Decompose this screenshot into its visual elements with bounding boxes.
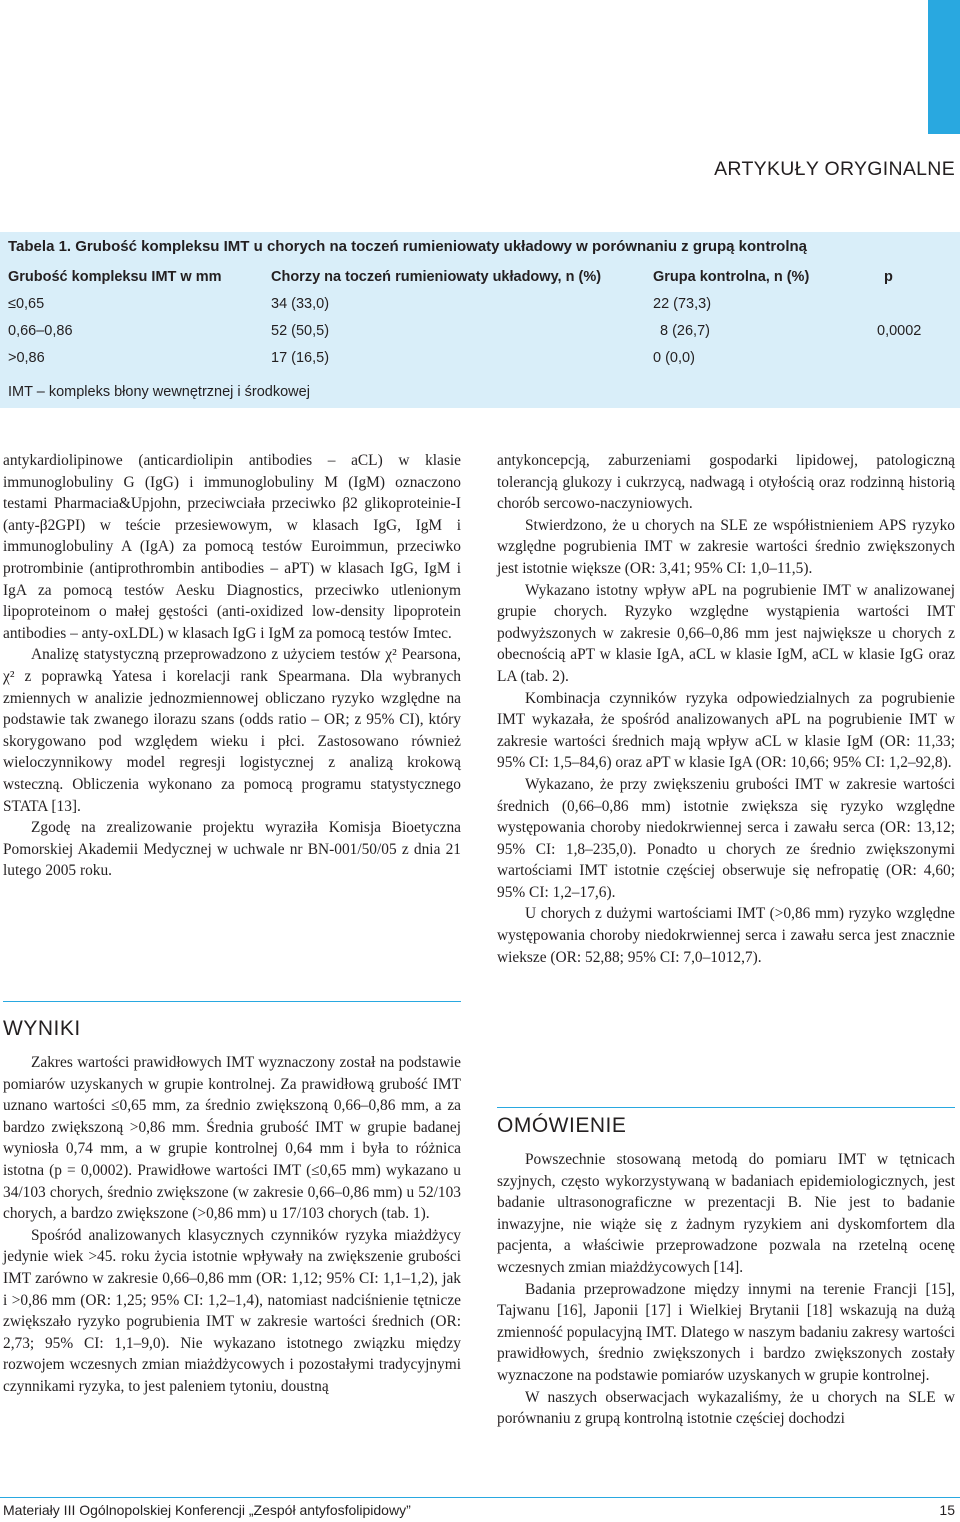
table-note: IMT – kompleks błony wewnętrznej i środkowej [8,384,310,400]
table-cell: ≤0,65 [8,296,45,312]
paragraph: antykoncepcją, zaburzeniami gospodarki lipidowej, patologiczną tolerancją glukozy i cukrzycą, nadwagą i otyłością oraz rodzinną historią chorób sercowo-naczyniowych. [497,452,955,513]
accent-bar [928,0,960,134]
table-row [0,296,960,318]
left-column-bottom [3,1052,461,1398]
paragraph: antykardiolipinowe (anticardiolipin antibodies – aCL) w klasie immunoglobuliny G (IgG) i immunoglobuliny M (IgM) oznaczono testami Pharmacia&Upjohn, przeciwciała przeciwko β2 glikoproteinie-I (anty-β2GPI) w teście przesiewowym, w klasach IgG, IgM i immunoglobuliny A (IgA) za pomocą testów Euroimmun, przeciwko protrombinie (antiprothrombin antibodies – aPT) w klasach IgG, IgM i IgA za pomocą testów Aesku Diagnostics, przeciwko utlenionym lipoproteinom o małej gęstości (anti-oxidized low-density lipoprotein antibodies – anty-oxLDL) w klasach IgG i IgM za pomocą testów Imtec. [3,452,461,642]
paragraph: Powszechnie stosowaną metodą do pomiaru IMT w tętnicach szyjnych, często wykorzystywaną w badaniach epidemiologicznych, jest badanie ultrasonograficzne w prezentacji B. Nie jest to badanie inwazyjne, nie wiąże się z żadnym ryzykiem ani dyskomfortem dla pacjenta, a właściwie przeprowadzone pozwala na rzetelną ocenę wczesnych zmian miażdżycowych [14]. [497,1151,955,1276]
table-header-cell: Grubość kompleksu IMT w mm [8,269,222,285]
table-header-cell: p [884,269,893,285]
paragraph: Zakres wartości prawidłowych IMT wyznaczony został na podstawie pomiarów uzyskanych w grupie kontrolnej. Za prawidłową grubość IMT uznano wartości ≤0,65 mm, za średnio zwiększoną 0,66–0,86 mm, a za bardzo zwiększoną >0,86 mm. Średnia grubość IMT w grupie badanej wyniosła 0,74 mm, a w grupie kontrolnej 0,64 mm i była to różnica istotna (p = 0,0002). Prawidłowe wartości IMT (≤0,65 mm) wykazano u 34/103 chorych, średnio zwiększone (w zakresie 0,66–0,86 mm) u 52/103 chorych, a bardzo zwiększone (>0,86 mm) u 17/103 chorych (tab. 1). [3,1054,461,1223]
paragraph: U chorych z dużymi wartościami IMT (>0,86 mm) ryzyko względne występowania choroby niedokrwiennej serca i zawału serca jest znacznie wieksze (OR: 52,88; 95% CI: 7,0–1012,7). [497,905,955,966]
footer-text: Materiały III Ogólnopolskiej Konferencji „Zespół antyfosfolipidowy” [3,1502,411,1518]
right-column-top [497,450,955,968]
paragraph: Zgodę na zrealizowanie projektu wyraziła Komisja Bioetyczna Pomorskiej Akademii Medycznej w uchwale nr BN-001/50/05 z dnia 21 lutego 2005 roku. [3,819,461,880]
table-cell: 22 (73,3) [653,296,712,312]
left-column-top [3,450,461,882]
paragraph: Spośród analizowanych klasycznych czynników ryzyka miażdżycy jedynie wiek >45. roku życia istotnie wpływały na zwiększenie grubości IMT zarówno w zakresie 0,66–0,86 mm (OR: 1,12; 95% CI: 1,1–1,2), jak i >0,86 mm (OR: 1,25; 95% CI: 1,2–1,4), natomiast nadciśnienie tętnicze zwiększało ryzyko pogrubienia IMT w zakresie wartości średnich (OR: 2,73; 95% CI: 1,1–9,0). Nie wykazano istotnego związku między rozwojem wczesnych zmian miażdżycowych i pozostałymi tradycyjnymi czynnikami ryzyka, to jest paleniem tytoniu, doustną [3,1226,461,1395]
table-row [0,323,960,345]
table-cell: 0 (0,0) [653,350,695,366]
paragraph: Kombinacja czynników ryzyka odpowiedzialnych za pogrubienie IMT wykazała, że spośród analizowanych aPL na pogrubienie IMT w zakresie wartości średnich mają wpływ aCL w klasie IgM (OR: 11,33; 95% CI: 1,5–84,6) oraz aPT w klasie IgA (OR: 10,66; 95% CI: 1,2–92,8). [497,689,955,772]
right-column-bottom [497,1149,955,1430]
paragraph: Stwierdzono, że u chorych na SLE ze współistnieniem APS ryzyko względne pogrubienia IMT w zakresie wartości średnio zwiększonych jest istotnie większe (OR: 3,41; 95% CI: 1,0–11,5). [497,516,955,577]
table-p-value: 0,0002 [877,323,922,339]
paragraph: Badania przeprowadzone między innymi na terenie Francji [15], Tajwanu [16], Japonii [17] i Wielkiej Brytanii [18] wskazują na dużą zmienność populacyjną IMT. Dlatego w naszym badaniu zakresy wartości prawidłowych, średnio zwiększonych i bardzo zwiększonych zostały wyznaczone na podstawie pomiarów uzyskanych w grupie kontrolnej. [497,1280,955,1384]
footer-rule [0,1497,960,1498]
table-row [0,350,960,372]
table-cell: 52 (50,5) [271,323,330,339]
section-title-omowienie: OMÓWIENIE [497,1114,627,1137]
paragraph: Analizę statystyczną przeprowadzono z użyciem testów χ² Pearsona, χ² z poprawką Yatesa i korelacji rank Spearmana. Dla wybranych zmiennych w analizie jednozmiennowej obliczano ryzyko względne na podstawie tak zwanego ilorazu szans (odds ratio – OR; z 95% CI), który skorygowano pod względem wieku i płci. Zastosowano również wieloczynnikowy model regresji logistycznej z analizą krokową wsteczną. Obliczenia wykonano za pomocą programu statystycznego STATA [13]. [3,646,461,815]
table-cell: 8 (26,7) [660,323,710,339]
paragraph: Wykazano istotny wpływ aPL na pogrubienie IMT w analizowanej grupie chorych. Ryzyko względne wystąpienia wartości IMT podwyższonych w zakresie 0,66–0,86 mm jest największe u chorych z obecnością aPT w klasie IgA, aCL w klasie IgM, aCL w klasie IgG oraz LA (tab. 2). [497,581,955,685]
table-header-row [0,269,960,291]
table-cell: >0,86 [8,350,45,366]
paragraph: Wykazano, że przy zwiększeniu grubości IMT w zakresie wartości średnich (0,66–0,86 mm) istotnie zwiększa się ryzyko względne występowania choroby niedokrwiennej serca i zawału serca (OR: 13,12; 95% CI: 1,8–235,0). Ponadto u chorych ze średnio zwiększonymi wartościami IMT istotnie częściej obserwuje się nefropatię (OR: 4,60; 95% CI: 1,2–17,6). [497,775,955,901]
paragraph: W naszych obserwacjach wykazaliśmy, że u chorych na SLE w porównaniu z grupą kontrolną istotnie częściej dochodzi [497,1388,955,1428]
table-cell: 17 (16,5) [271,350,330,366]
section-rule [3,1001,461,1002]
table-cell: 34 (33,0) [271,296,330,312]
table-header-cell: Chorzy na toczeń rumieniowaty układowy, n (%) [271,269,602,285]
table-cell: 0,66–0,86 [8,323,73,339]
section-title-wyniki: WYNIKI [3,1017,81,1040]
table-caption: Tabela 1. Grubość kompleksu IMT u chorych na toczeń rumieniowaty układowy w porównaniu z grupą kontrolną [8,238,808,255]
section-header: ARTYKUŁY ORYGINALNE [714,158,955,180]
page-number: 15 [939,1502,955,1518]
table-1 [0,232,960,408]
section-rule [497,1107,955,1108]
table-header-cell: Grupa kontrolna, n (%) [653,269,810,285]
